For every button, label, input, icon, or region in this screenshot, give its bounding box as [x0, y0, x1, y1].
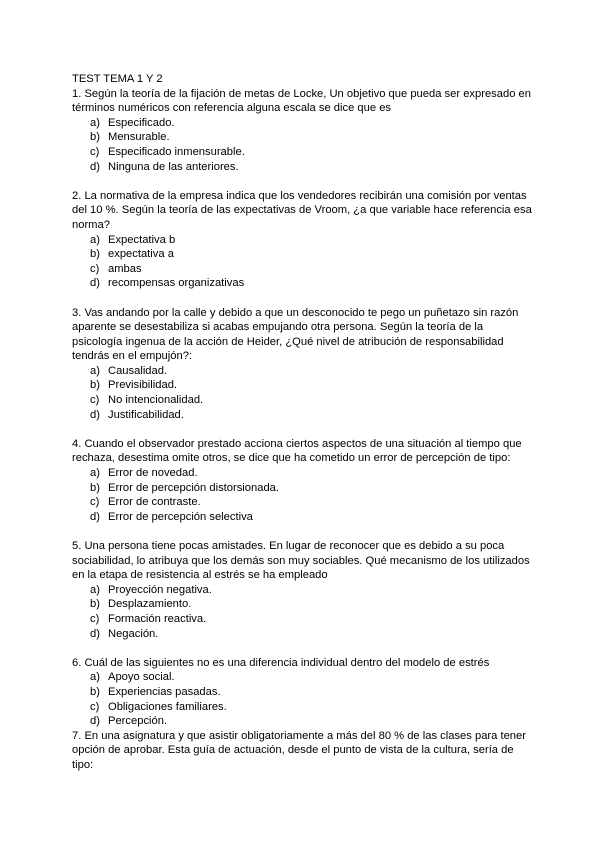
option-text: No intencionalidad.: [108, 394, 204, 407]
option-2a: [72, 233, 534, 248]
option-letter: b): [90, 248, 100, 261]
option-text: Percepción.: [108, 715, 168, 728]
option-text: Error de novedad.: [108, 467, 198, 480]
question-4-options: [72, 466, 534, 524]
option-letter: c): [90, 700, 100, 713]
option-text: Especificado.: [108, 116, 175, 129]
option-text: Mensurable.: [108, 131, 170, 144]
option-1b: [72, 130, 534, 145]
option-letter: a): [90, 467, 100, 480]
option-1a: [72, 116, 534, 131]
question-4: [72, 437, 534, 525]
option-letter: c): [90, 496, 100, 509]
option-text: Justificabilidad.: [108, 408, 184, 421]
option-letter: b): [90, 481, 100, 494]
question-5-options: [72, 583, 534, 641]
question-1: [72, 87, 534, 175]
option-4c: [72, 495, 534, 510]
option-letter: c): [90, 262, 100, 275]
option-text: Causalidad.: [108, 364, 168, 377]
option-6d: [72, 714, 534, 729]
option-text: Apoyo social.: [108, 671, 175, 684]
question-2-text: 2. La normativa de la empresa indica que los vendedores recibirán una comisión por ventas del 10 %. Según la teoría de las expectativas de Vroom, ¿a que variable hace referencia esa norma?: [72, 189, 532, 231]
option-1d: [72, 160, 534, 175]
option-letter: d): [90, 277, 100, 290]
option-text: Formación reactiva.: [108, 612, 207, 625]
option-2d: [72, 276, 534, 291]
option-5d: [72, 627, 534, 642]
option-text: Obligaciones familiares.: [108, 700, 227, 713]
question-3-options: [72, 364, 534, 422]
option-text: Desplazamiento.: [108, 598, 192, 611]
option-6b: [72, 685, 534, 700]
option-6a: [72, 670, 534, 685]
question-3-text: 3. Vas andando por la calle y debido a que un desconocido te pego un puñetazo sin razón aparente se desestabiliza si acabas empujando otra persona. Según la teoría de la psicología ingenua de la acción de Heider, ¿Qué nivel de atribución de responsabilidad tendrás en el empujón?:: [72, 306, 519, 363]
option-text: Ninguna de las anteriores.: [108, 160, 239, 173]
option-text: Experiencias pasadas.: [108, 685, 221, 698]
option-letter: c): [90, 612, 100, 625]
option-1c: [72, 145, 534, 160]
option-letter: d): [90, 408, 100, 421]
option-3c: [72, 393, 534, 408]
option-letter: a): [90, 364, 100, 377]
question-7: [72, 729, 534, 773]
option-text: Expectativa b: [108, 233, 176, 246]
question-6: [72, 656, 534, 729]
option-text: Previsibilidad.: [108, 379, 178, 392]
option-6c: [72, 700, 534, 715]
option-letter: a): [90, 116, 100, 129]
question-5: [72, 539, 534, 641]
option-letter: a): [90, 233, 100, 246]
option-2b: [72, 247, 534, 262]
question-6-options: [72, 670, 534, 728]
option-text: Error de contraste.: [108, 496, 201, 509]
option-text: Proyección negativa.: [108, 583, 212, 596]
option-4b: [72, 481, 534, 496]
option-4a: [72, 466, 534, 481]
option-letter: d): [90, 715, 100, 728]
option-5a: [72, 583, 534, 598]
option-text: ambas: [108, 262, 142, 275]
option-5b: [72, 597, 534, 612]
question-6-text: 6. Cuál de las siguientes no es una diferencia individual dentro del modelo de estrés: [72, 656, 490, 669]
question-7-text: 7. En una asignatura y que asistir obligatoriamente a más del 80 % de las clases para tener opción de aprobar. Esta guía de actuación, desde el punto de vista de la cultura, sería de tipo:: [72, 729, 526, 771]
option-3d: [72, 408, 534, 423]
option-4d: [72, 510, 534, 525]
option-3a: [72, 364, 534, 379]
document-title: TEST TEMA 1 Y 2: [72, 73, 163, 85]
option-letter: d): [90, 510, 100, 523]
option-text: Error de percepción distorsionada.: [108, 481, 280, 494]
option-letter: c): [90, 145, 100, 158]
option-letter: d): [90, 627, 100, 640]
question-1-options: [72, 116, 534, 174]
option-text: Error de percepción selectiva: [108, 510, 253, 523]
question-3: [72, 306, 534, 423]
option-letter: d): [90, 160, 100, 173]
option-text: Negación.: [108, 627, 159, 640]
option-letter: a): [90, 671, 100, 684]
option-2c: [72, 262, 534, 277]
question-2-options: [72, 233, 534, 291]
option-letter: b): [90, 685, 100, 698]
option-letter: b): [90, 379, 100, 392]
question-5-text: 5. Una persona tiene pocas amistades. En lugar de reconocer que es debido a su poca sociabilidad, lo atribuya que los demás son muy sociables. Qué mecanismo de los utilizados en la etapa de resistencia al estrés se ha empleado: [72, 540, 530, 582]
question-1-text: 1. Según la teoría de la fijación de metas de Locke, Un objetivo que pueda ser expresado en términos numéricos con referencia alguna escala se dice que es: [72, 87, 531, 115]
option-letter: b): [90, 598, 100, 611]
option-letter: c): [90, 394, 100, 407]
option-letter: b): [90, 131, 100, 144]
option-text: Especificado inmensurable.: [108, 145, 245, 158]
option-text: expectativa a: [108, 248, 174, 261]
option-letter: a): [90, 583, 100, 596]
question-2: [72, 189, 534, 291]
question-4-text: 4. Cuando el observador prestado acciona ciertos aspectos de una situación al tiempo que rechaza, desestima omite otros, se dice que ha cometido un error de percepción de tipo:: [72, 437, 522, 465]
option-text: recompensas organizativas: [108, 277, 245, 290]
option-5c: [72, 612, 534, 627]
option-3b: [72, 378, 534, 393]
document-page: [72, 72, 534, 773]
